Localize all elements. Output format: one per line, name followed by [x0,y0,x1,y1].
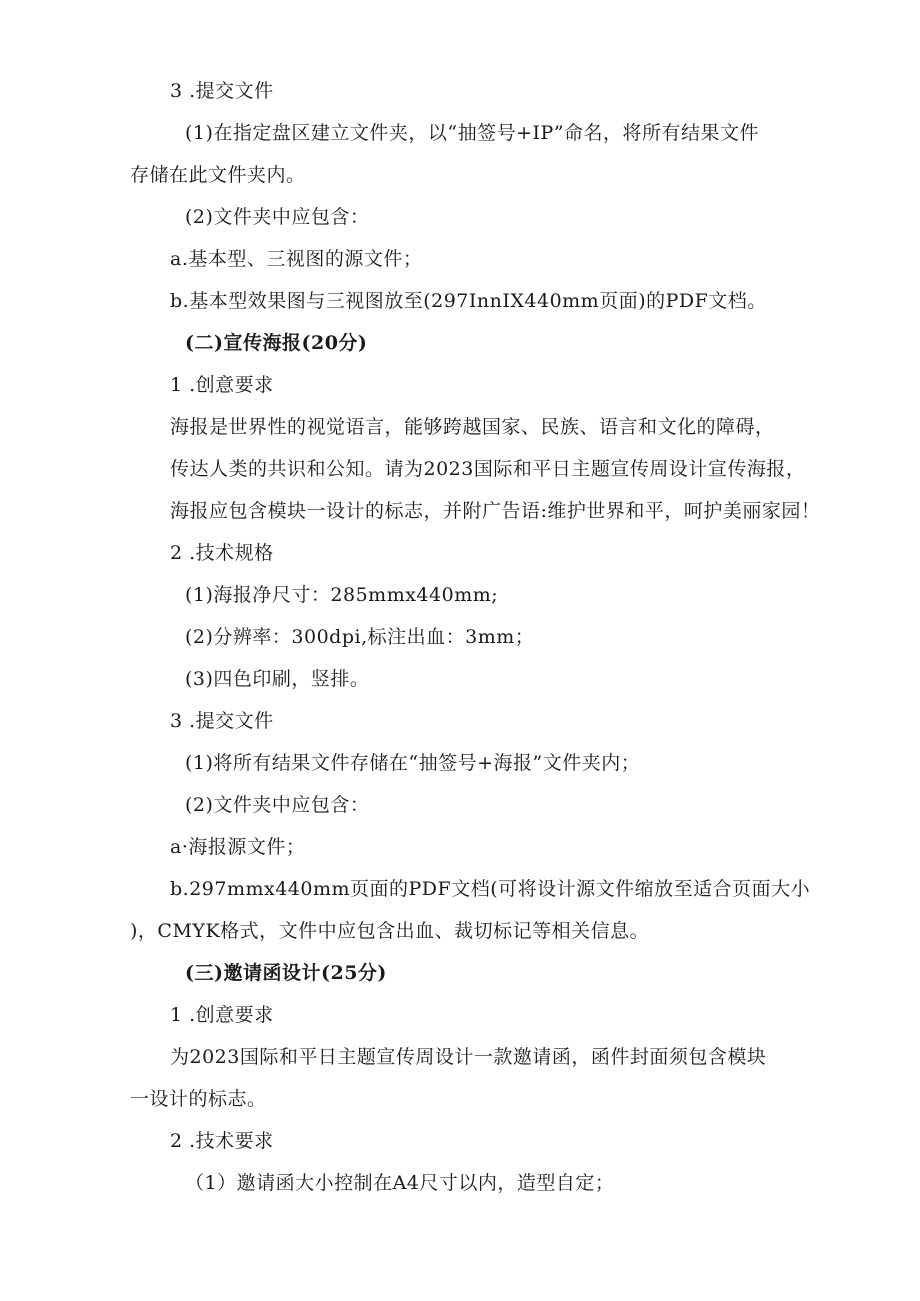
paragraph-poster-description: 海报是世界性的视觉语言，能够跨越国家、民族、语言和文化的障碍， [170,416,775,438]
spec-poster-size: (1)海报净尺寸：285mmx440mm; [185,584,499,606]
paragraph-folder-contents: (2)文件夹中应包含： [185,206,370,228]
list-item-b-pdf-document: b.基本型效果图与三视图放至(297InnIX440mm页面)的PDF文档。 [170,290,767,312]
spec-invitation-size: （1）邀请函大小控制在A4尺寸以内，造型自定； [185,1172,615,1194]
paragraph-poster-folder: (1)将所有结果文件存储在“抽签号+海报”文件夹内； [185,752,641,774]
list-item-b-poster-pdf-cont: )，CMYK格式，文件中应包含出血、裁切标记等相关信息。 [130,920,650,942]
heading-invitation: (三)邀请函设计(25分) [185,962,387,984]
paragraph-invitation-description: 为2023国际和平日主题宣传周设计一款邀请函，函件封面须包含模块 [170,1046,767,1068]
paragraph-folder-create-cont: 存储在此文件夹内。 [130,164,306,186]
list-item-a-source-files: a.基本型、三视图的源文件； [170,248,423,270]
section-2-technical-specs: 2 .技术规格 [170,542,274,564]
paragraph-poster-description-2: 传达人类的共识和公知。请为2023国际和平日主题宣传周设计宣传海报， [170,458,806,480]
paragraph-poster-description-3: 海报应包含模块一设计的标志，并附广告语:维护世界和平，呵护美丽家园！ [170,500,821,522]
list-item-b-poster-pdf: b.297mmx440mm页面的PDF文档(可将设计源文件缩放至适合页面大小 [170,878,811,900]
spec-resolution: (2)分辨率：300dpi,标注出血：3mm； [185,626,535,648]
section-1-creative-requirements: 1 .创意要求 [170,374,274,396]
paragraph-folder-create: (1)在指定盘区建立文件夹，以“抽签号+IP”命名，将所有结果文件 [185,122,760,144]
list-item-a-poster-source: a·海报源文件； [170,836,306,858]
paragraph-invitation-description-cont: 一设计的标志。 [130,1088,267,1110]
section-3-submit-files: 3 .提交文件 [170,80,274,102]
spec-printing: (3)四色印刷，竖排。 [185,668,370,690]
paragraph-folder-contents-2: (2)文件夹中应包含： [185,794,370,816]
section-1-creative-requirements-2: 1 .创意要求 [170,1004,274,1026]
section-2-technical-requirements: 2 .技术要求 [170,1130,274,1152]
section-3-submit-files-2: 3 .提交文件 [170,710,274,732]
heading-poster: (二)宣传海报(20分) [185,332,368,354]
